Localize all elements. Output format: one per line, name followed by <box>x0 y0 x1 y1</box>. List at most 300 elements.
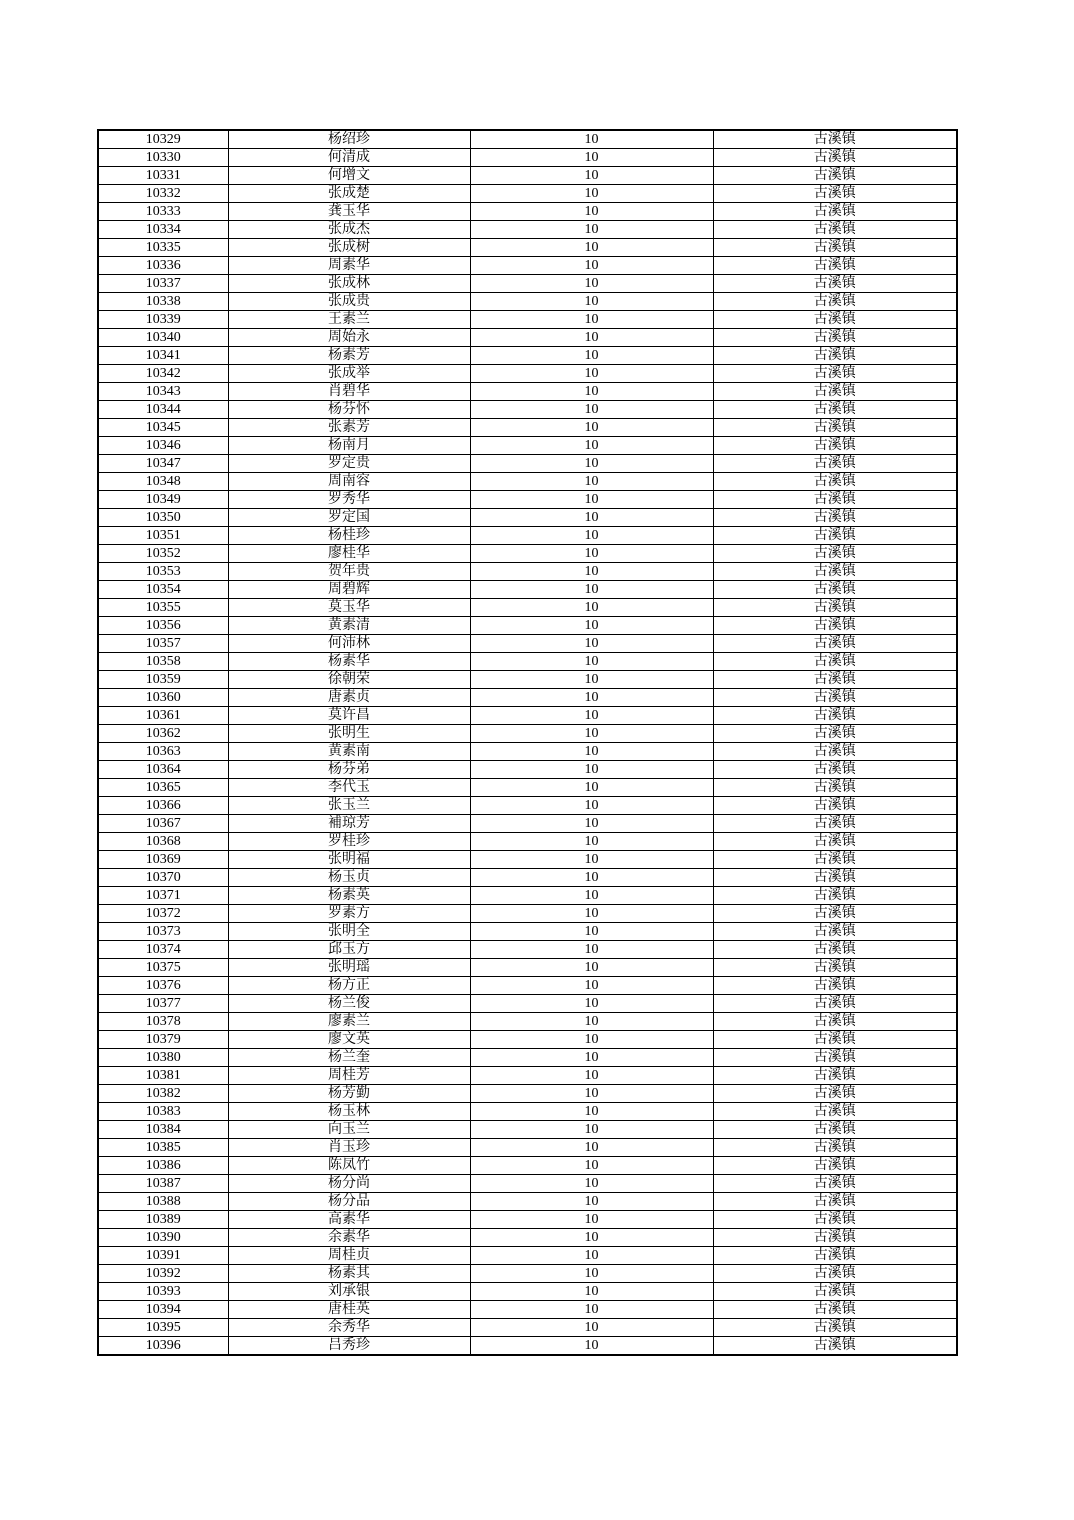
cell-name: 肖玉珍 <box>228 1139 470 1157</box>
cell-name: 杨芳勤 <box>228 1085 470 1103</box>
cell-town: 古溪镇 <box>713 887 957 905</box>
cell-town: 古溪镇 <box>713 419 957 437</box>
table-row <box>98 851 957 869</box>
cell-id: 10384 <box>98 1121 228 1139</box>
cell-amount: 10 <box>470 563 713 581</box>
cell-id: 10360 <box>98 689 228 707</box>
cell-amount: 10 <box>470 1139 713 1157</box>
cell-amount: 10 <box>470 617 713 635</box>
table-row <box>98 491 957 509</box>
cell-id: 10388 <box>98 1193 228 1211</box>
cell-town: 古溪镇 <box>713 185 957 203</box>
table-row <box>98 221 957 239</box>
cell-town: 古溪镇 <box>713 833 957 851</box>
cell-name: 贺年贵 <box>228 563 470 581</box>
cell-town: 古溪镇 <box>713 1157 957 1175</box>
cell-town: 古溪镇 <box>713 1175 957 1193</box>
cell-town: 古溪镇 <box>713 599 957 617</box>
cell-name: 黄素清 <box>228 617 470 635</box>
cell-town: 古溪镇 <box>713 491 957 509</box>
cell-amount: 10 <box>470 725 713 743</box>
cell-id: 10334 <box>98 221 228 239</box>
cell-amount: 10 <box>470 473 713 491</box>
cell-town: 古溪镇 <box>713 977 957 995</box>
cell-town: 古溪镇 <box>713 509 957 527</box>
table-row <box>98 1337 957 1356</box>
cell-amount: 10 <box>470 689 713 707</box>
cell-amount: 10 <box>470 149 713 167</box>
cell-name: 黄素南 <box>228 743 470 761</box>
cell-amount: 10 <box>470 545 713 563</box>
cell-name: 杨素华 <box>228 653 470 671</box>
cell-town: 古溪镇 <box>713 221 957 239</box>
cell-name: 张明生 <box>228 725 470 743</box>
data-table <box>97 129 958 1356</box>
cell-id: 10352 <box>98 545 228 563</box>
cell-id: 10392 <box>98 1265 228 1283</box>
cell-town: 古溪镇 <box>713 1283 957 1301</box>
cell-town: 古溪镇 <box>713 671 957 689</box>
table-row <box>98 581 957 599</box>
cell-name: 杨玉贞 <box>228 869 470 887</box>
cell-amount: 10 <box>470 599 713 617</box>
cell-town: 古溪镇 <box>713 653 957 671</box>
table-row <box>98 797 957 815</box>
cell-amount: 10 <box>470 905 713 923</box>
cell-name: 张成楚 <box>228 185 470 203</box>
cell-id: 10332 <box>98 185 228 203</box>
cell-name: 周素华 <box>228 257 470 275</box>
cell-town: 古溪镇 <box>713 329 957 347</box>
table-row <box>98 923 957 941</box>
cell-id: 10341 <box>98 347 228 365</box>
cell-id: 10356 <box>98 617 228 635</box>
cell-name: 廖桂华 <box>228 545 470 563</box>
cell-town: 古溪镇 <box>713 815 957 833</box>
table-row <box>98 1121 957 1139</box>
cell-amount: 10 <box>470 509 713 527</box>
cell-town: 古溪镇 <box>713 1265 957 1283</box>
cell-id: 10338 <box>98 293 228 311</box>
cell-name: 莫许昌 <box>228 707 470 725</box>
cell-id: 10387 <box>98 1175 228 1193</box>
table-row <box>98 1211 957 1229</box>
table-row <box>98 563 957 581</box>
cell-name: 罗桂珍 <box>228 833 470 851</box>
table-row <box>98 1175 957 1193</box>
cell-name: 张成林 <box>228 275 470 293</box>
cell-id: 10347 <box>98 455 228 473</box>
cell-name: 余素华 <box>228 1229 470 1247</box>
cell-name: 李代玉 <box>228 779 470 797</box>
table-row <box>98 383 957 401</box>
cell-id: 10378 <box>98 1013 228 1031</box>
cell-id: 10343 <box>98 383 228 401</box>
cell-name: 唐桂英 <box>228 1301 470 1319</box>
cell-id: 10357 <box>98 635 228 653</box>
cell-name: 杨素其 <box>228 1265 470 1283</box>
cell-id: 10350 <box>98 509 228 527</box>
cell-amount: 10 <box>470 257 713 275</box>
table-row <box>98 275 957 293</box>
table-row <box>98 761 957 779</box>
cell-amount: 10 <box>470 401 713 419</box>
table-row <box>98 293 957 311</box>
cell-id: 10367 <box>98 815 228 833</box>
cell-amount: 10 <box>470 293 713 311</box>
cell-town: 古溪镇 <box>713 527 957 545</box>
cell-town: 古溪镇 <box>713 1301 957 1319</box>
cell-id: 10335 <box>98 239 228 257</box>
cell-id: 10371 <box>98 887 228 905</box>
cell-name: 张玉兰 <box>228 797 470 815</box>
cell-amount: 10 <box>470 1337 713 1356</box>
cell-name: 杨素英 <box>228 887 470 905</box>
cell-name: 莫玉华 <box>228 599 470 617</box>
cell-id: 10363 <box>98 743 228 761</box>
cell-amount: 10 <box>470 130 713 149</box>
cell-amount: 10 <box>470 1121 713 1139</box>
cell-id: 10380 <box>98 1049 228 1067</box>
table-row <box>98 1049 957 1067</box>
cell-id: 10365 <box>98 779 228 797</box>
table-row <box>98 887 957 905</box>
table-row <box>98 185 957 203</box>
cell-town: 古溪镇 <box>713 437 957 455</box>
table-row <box>98 1067 957 1085</box>
cell-name: 罗定贵 <box>228 455 470 473</box>
cell-name: 周桂芳 <box>228 1067 470 1085</box>
table-row <box>98 1283 957 1301</box>
cell-town: 古溪镇 <box>713 689 957 707</box>
cell-name: 罗素方 <box>228 905 470 923</box>
cell-id: 10373 <box>98 923 228 941</box>
table-row <box>98 473 957 491</box>
table-row <box>98 203 957 221</box>
cell-amount: 10 <box>470 383 713 401</box>
cell-id: 10346 <box>98 437 228 455</box>
table-row <box>98 347 957 365</box>
cell-name: 杨素芳 <box>228 347 470 365</box>
table-row <box>98 1193 957 1211</box>
cell-amount: 10 <box>470 1319 713 1337</box>
cell-name: 刘承银 <box>228 1283 470 1301</box>
cell-amount: 10 <box>470 761 713 779</box>
table-row <box>98 635 957 653</box>
table-row <box>98 1247 957 1265</box>
cell-amount: 10 <box>470 1301 713 1319</box>
table-row <box>98 149 957 167</box>
table-row <box>98 419 957 437</box>
cell-town: 古溪镇 <box>713 707 957 725</box>
cell-name: 余秀华 <box>228 1319 470 1337</box>
cell-town: 古溪镇 <box>713 1193 957 1211</box>
cell-amount: 10 <box>470 167 713 185</box>
table-row <box>98 509 957 527</box>
cell-name: 张成杰 <box>228 221 470 239</box>
cell-town: 古溪镇 <box>713 1031 957 1049</box>
cell-name: 何清成 <box>228 149 470 167</box>
cell-id: 10330 <box>98 149 228 167</box>
cell-amount: 10 <box>470 275 713 293</box>
cell-amount: 10 <box>470 671 713 689</box>
cell-name: 杨方正 <box>228 977 470 995</box>
cell-amount: 10 <box>470 581 713 599</box>
table-row <box>98 1229 957 1247</box>
cell-id: 10376 <box>98 977 228 995</box>
cell-town: 古溪镇 <box>713 1229 957 1247</box>
cell-name: 何沛林 <box>228 635 470 653</box>
table-row <box>98 455 957 473</box>
cell-name: 张成贵 <box>228 293 470 311</box>
cell-town: 古溪镇 <box>713 923 957 941</box>
cell-name: 唐素贞 <box>228 689 470 707</box>
table-row <box>98 239 957 257</box>
table-row <box>98 653 957 671</box>
cell-amount: 10 <box>470 1013 713 1031</box>
cell-name: 吕秀珍 <box>228 1337 470 1356</box>
table-row <box>98 779 957 797</box>
cell-amount: 10 <box>470 311 713 329</box>
cell-id: 10394 <box>98 1301 228 1319</box>
cell-name: 杨芬怀 <box>228 401 470 419</box>
cell-amount: 10 <box>470 1049 713 1067</box>
table-row <box>98 1085 957 1103</box>
cell-town: 古溪镇 <box>713 383 957 401</box>
cell-id: 10369 <box>98 851 228 869</box>
table-row <box>98 1013 957 1031</box>
cell-name: 杨玉林 <box>228 1103 470 1121</box>
table-row <box>98 329 957 347</box>
cell-id: 10370 <box>98 869 228 887</box>
cell-amount: 10 <box>470 959 713 977</box>
cell-id: 10361 <box>98 707 228 725</box>
cell-id: 10339 <box>98 311 228 329</box>
cell-id: 10383 <box>98 1103 228 1121</box>
cell-amount: 10 <box>470 1157 713 1175</box>
cell-amount: 10 <box>470 455 713 473</box>
table-row <box>98 130 957 149</box>
table-row <box>98 689 957 707</box>
cell-town: 古溪镇 <box>713 130 957 149</box>
cell-name: 周始永 <box>228 329 470 347</box>
cell-town: 古溪镇 <box>713 797 957 815</box>
cell-town: 古溪镇 <box>713 275 957 293</box>
cell-amount: 10 <box>470 239 713 257</box>
cell-amount: 10 <box>470 1229 713 1247</box>
cell-id: 10368 <box>98 833 228 851</box>
cell-amount: 10 <box>470 491 713 509</box>
cell-id: 10345 <box>98 419 228 437</box>
table-row <box>98 1265 957 1283</box>
table-row <box>98 1301 957 1319</box>
cell-id: 10358 <box>98 653 228 671</box>
cell-name: 罗秀华 <box>228 491 470 509</box>
cell-amount: 10 <box>470 941 713 959</box>
cell-town: 古溪镇 <box>713 167 957 185</box>
cell-id: 10395 <box>98 1319 228 1337</box>
table-row <box>98 1103 957 1121</box>
cell-town: 古溪镇 <box>713 1103 957 1121</box>
cell-town: 古溪镇 <box>713 725 957 743</box>
cell-name: 肖碧华 <box>228 383 470 401</box>
cell-amount: 10 <box>470 1193 713 1211</box>
cell-town: 古溪镇 <box>713 365 957 383</box>
cell-name: 廖文英 <box>228 1031 470 1049</box>
cell-amount: 10 <box>470 653 713 671</box>
cell-id: 10362 <box>98 725 228 743</box>
cell-amount: 10 <box>470 1085 713 1103</box>
cell-amount: 10 <box>470 995 713 1013</box>
table-row <box>98 1031 957 1049</box>
cell-amount: 10 <box>470 1265 713 1283</box>
cell-name: 王素兰 <box>228 311 470 329</box>
cell-id: 10389 <box>98 1211 228 1229</box>
table-row <box>98 707 957 725</box>
cell-town: 古溪镇 <box>713 1139 957 1157</box>
cell-id: 10375 <box>98 959 228 977</box>
cell-amount: 10 <box>470 707 713 725</box>
cell-name: 杨分品 <box>228 1193 470 1211</box>
cell-amount: 10 <box>470 365 713 383</box>
cell-name: 张明福 <box>228 851 470 869</box>
cell-id: 10372 <box>98 905 228 923</box>
cell-town: 古溪镇 <box>713 743 957 761</box>
cell-id: 10359 <box>98 671 228 689</box>
cell-town: 古溪镇 <box>713 149 957 167</box>
cell-town: 古溪镇 <box>713 545 957 563</box>
cell-amount: 10 <box>470 527 713 545</box>
cell-id: 10393 <box>98 1283 228 1301</box>
cell-name: 杨兰奎 <box>228 1049 470 1067</box>
table-row <box>98 815 957 833</box>
cell-amount: 10 <box>470 1067 713 1085</box>
cell-name: 向玉兰 <box>228 1121 470 1139</box>
cell-id: 10385 <box>98 1139 228 1157</box>
table-row <box>98 167 957 185</box>
cell-id: 10353 <box>98 563 228 581</box>
cell-town: 古溪镇 <box>713 1067 957 1085</box>
cell-town: 古溪镇 <box>713 563 957 581</box>
cell-amount: 10 <box>470 815 713 833</box>
cell-town: 古溪镇 <box>713 1337 957 1356</box>
cell-town: 古溪镇 <box>713 761 957 779</box>
table-row <box>98 545 957 563</box>
cell-town: 古溪镇 <box>713 869 957 887</box>
table-row <box>98 725 957 743</box>
cell-id: 10381 <box>98 1067 228 1085</box>
cell-name: 张素芳 <box>228 419 470 437</box>
cell-name: 杨兰俊 <box>228 995 470 1013</box>
cell-name: 张明全 <box>228 923 470 941</box>
cell-id: 10379 <box>98 1031 228 1049</box>
cell-town: 古溪镇 <box>713 1121 957 1139</box>
cell-id: 10337 <box>98 275 228 293</box>
cell-id: 10390 <box>98 1229 228 1247</box>
cell-id: 10329 <box>98 130 228 149</box>
cell-id: 10396 <box>98 1337 228 1356</box>
table-row <box>98 1139 957 1157</box>
cell-amount: 10 <box>470 635 713 653</box>
cell-id: 10382 <box>98 1085 228 1103</box>
cell-id: 10386 <box>98 1157 228 1175</box>
cell-amount: 10 <box>470 203 713 221</box>
cell-name: 杨桂珍 <box>228 527 470 545</box>
table-row <box>98 941 957 959</box>
cell-amount: 10 <box>470 1211 713 1229</box>
cell-town: 古溪镇 <box>713 635 957 653</box>
cell-town: 古溪镇 <box>713 1211 957 1229</box>
table-row <box>98 401 957 419</box>
cell-id: 10340 <box>98 329 228 347</box>
table-row <box>98 527 957 545</box>
cell-id: 10355 <box>98 599 228 617</box>
cell-id: 10377 <box>98 995 228 1013</box>
cell-id: 10374 <box>98 941 228 959</box>
cell-name: 罗定国 <box>228 509 470 527</box>
cell-id: 10348 <box>98 473 228 491</box>
cell-name: 徐朝荣 <box>228 671 470 689</box>
table-row <box>98 1319 957 1337</box>
cell-amount: 10 <box>470 437 713 455</box>
cell-town: 古溪镇 <box>713 347 957 365</box>
table-row <box>98 599 957 617</box>
cell-town: 古溪镇 <box>713 581 957 599</box>
cell-amount: 10 <box>470 419 713 437</box>
cell-amount: 10 <box>470 1247 713 1265</box>
cell-name: 何增文 <box>228 167 470 185</box>
cell-name: 张明瑶 <box>228 959 470 977</box>
cell-town: 古溪镇 <box>713 293 957 311</box>
cell-name: 龚玉华 <box>228 203 470 221</box>
cell-name: 補琼芳 <box>228 815 470 833</box>
cell-town: 古溪镇 <box>713 995 957 1013</box>
cell-id: 10366 <box>98 797 228 815</box>
cell-name: 张成举 <box>228 365 470 383</box>
table-row <box>98 257 957 275</box>
cell-town: 古溪镇 <box>713 257 957 275</box>
cell-name: 张成树 <box>228 239 470 257</box>
cell-amount: 10 <box>470 743 713 761</box>
cell-town: 古溪镇 <box>713 455 957 473</box>
cell-town: 古溪镇 <box>713 239 957 257</box>
cell-town: 古溪镇 <box>713 779 957 797</box>
cell-name: 杨分尚 <box>228 1175 470 1193</box>
cell-amount: 10 <box>470 887 713 905</box>
cell-town: 古溪镇 <box>713 311 957 329</box>
cell-amount: 10 <box>470 833 713 851</box>
cell-town: 古溪镇 <box>713 617 957 635</box>
cell-town: 古溪镇 <box>713 1013 957 1031</box>
cell-amount: 10 <box>470 923 713 941</box>
cell-amount: 10 <box>470 797 713 815</box>
cell-town: 古溪镇 <box>713 851 957 869</box>
table-row <box>98 905 957 923</box>
cell-amount: 10 <box>470 221 713 239</box>
cell-name: 杨芬弟 <box>228 761 470 779</box>
cell-name: 周碧辉 <box>228 581 470 599</box>
cell-amount: 10 <box>470 1103 713 1121</box>
cell-id: 10349 <box>98 491 228 509</box>
cell-amount: 10 <box>470 347 713 365</box>
cell-amount: 10 <box>470 329 713 347</box>
cell-amount: 10 <box>470 1283 713 1301</box>
table-row <box>98 311 957 329</box>
table-row <box>98 743 957 761</box>
cell-name: 杨绍珍 <box>228 130 470 149</box>
table-row <box>98 869 957 887</box>
cell-name: 杨南月 <box>228 437 470 455</box>
